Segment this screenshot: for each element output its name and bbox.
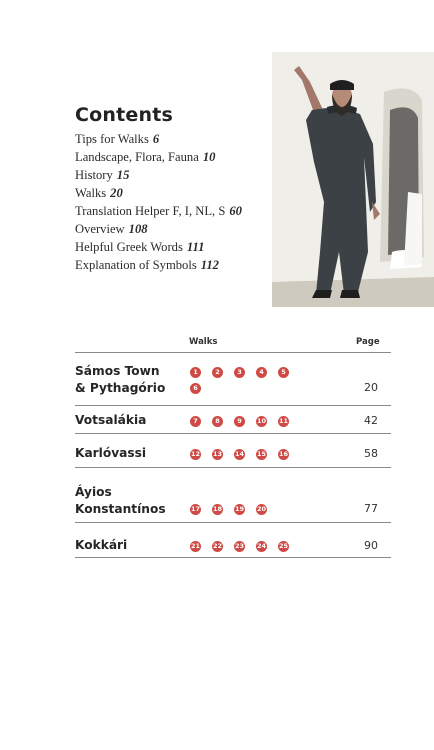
row-rule	[75, 405, 391, 406]
contents-item[interactable]	[75, 184, 242, 202]
contents-item-page: 108	[128, 222, 148, 236]
contents-item[interactable]	[75, 166, 242, 184]
walk-number-badge[interactable]: 10	[256, 417, 267, 425]
walk-number-badge[interactable]: 14	[234, 450, 245, 458]
walk-number-badge[interactable]: 19	[234, 505, 245, 513]
walks-column-header: Walks	[189, 337, 218, 347]
contents-item-label: Helpful Greek Words	[75, 240, 183, 254]
page-column-header: Page	[356, 337, 380, 347]
walk-number-badge[interactable]: 25	[278, 542, 289, 550]
contents-item[interactable]	[75, 220, 242, 238]
walk-number-badge[interactable]: 16	[278, 450, 289, 458]
walk-number-badge[interactable]: 23	[234, 542, 245, 550]
row-rule	[75, 433, 391, 434]
contents-item-page: 10	[202, 150, 216, 164]
area-name	[75, 484, 166, 518]
area-name	[75, 445, 146, 462]
contents-item-label: Landscape, Flora, Fauna	[75, 150, 199, 164]
contents-item-label: History	[75, 168, 113, 182]
row-page-number: 58	[364, 447, 378, 460]
contents-item-label: Explanation of Symbols	[75, 258, 197, 272]
walk-number-badge[interactable]: 24	[256, 542, 267, 550]
row-rule	[75, 467, 391, 468]
walk-number-badge[interactable]: 6	[190, 383, 201, 394]
row-rule	[75, 557, 391, 558]
contents-item-page: 15	[116, 168, 130, 182]
photo-illustration	[272, 52, 434, 307]
walk-number-badge[interactable]: 1	[190, 367, 201, 378]
contents-item-page: 60	[229, 204, 242, 218]
contents-title: Contents	[75, 104, 174, 126]
area-name-line1: Sámos Town	[75, 364, 160, 378]
walk-number-badge[interactable]: 11	[278, 417, 289, 425]
header-rule	[75, 352, 391, 353]
contents-list	[75, 130, 242, 274]
walk-number-badge[interactable]: 13	[212, 450, 223, 458]
area-name	[75, 412, 146, 429]
walk-number-badge[interactable]: 9	[234, 416, 245, 427]
area-name	[75, 537, 127, 554]
area-name-line1: Kokkári	[75, 538, 128, 552]
walk-number-badge[interactable]: 18	[212, 505, 223, 513]
contents-item-page: 112	[200, 258, 219, 272]
contents-item[interactable]	[75, 202, 242, 220]
area-name-line2: Konstantínos	[75, 502, 166, 516]
contents-item-label: Translation Helper F, I, NL, S	[75, 204, 226, 218]
area-name-line2: & Pythagório	[75, 381, 166, 395]
walk-number-badge[interactable]: 20	[256, 505, 267, 513]
contents-item[interactable]	[75, 256, 242, 274]
monk-waving-photo	[272, 52, 434, 307]
walk-number-badge[interactable]: 21	[190, 542, 201, 550]
row-page-number: 90	[364, 539, 378, 552]
contents-item[interactable]	[75, 238, 242, 256]
walk-number-badge[interactable]: 2	[212, 367, 223, 378]
walk-number-badge[interactable]: 8	[212, 416, 223, 427]
row-page-number: 77	[364, 502, 378, 515]
walk-number-badge[interactable]: 4	[256, 367, 267, 378]
walk-number-badge[interactable]: 3	[234, 367, 245, 378]
walk-number-badge[interactable]: 12	[190, 450, 201, 458]
walk-number-badge[interactable]: 17	[190, 505, 201, 513]
area-name-line1: Votsalákia	[75, 413, 147, 427]
contents-item-label: Walks	[75, 186, 107, 200]
contents-item-page: 20	[110, 186, 123, 200]
walk-number-badge[interactable]: 5	[278, 367, 289, 378]
contents-item-label: Overview	[75, 222, 125, 236]
contents-item-label: Tips for Walks	[75, 132, 149, 146]
walk-number-badge[interactable]: 15	[256, 450, 267, 458]
walk-number-badge[interactable]: 7	[190, 416, 201, 427]
row-page-number: 42	[364, 414, 378, 427]
area-name-line1: Karlóvassi	[75, 446, 147, 460]
area-name-line1: Áyios	[75, 485, 112, 499]
contents-item-page: 6	[152, 132, 160, 146]
contents-item-page: 111	[186, 240, 205, 254]
walk-number-badge[interactable]: 22	[212, 542, 223, 550]
row-rule	[75, 522, 391, 523]
row-page-number: 20	[364, 381, 378, 394]
contents-item[interactable]	[75, 148, 242, 166]
contents-item[interactable]	[75, 130, 242, 148]
area-name	[75, 363, 165, 397]
